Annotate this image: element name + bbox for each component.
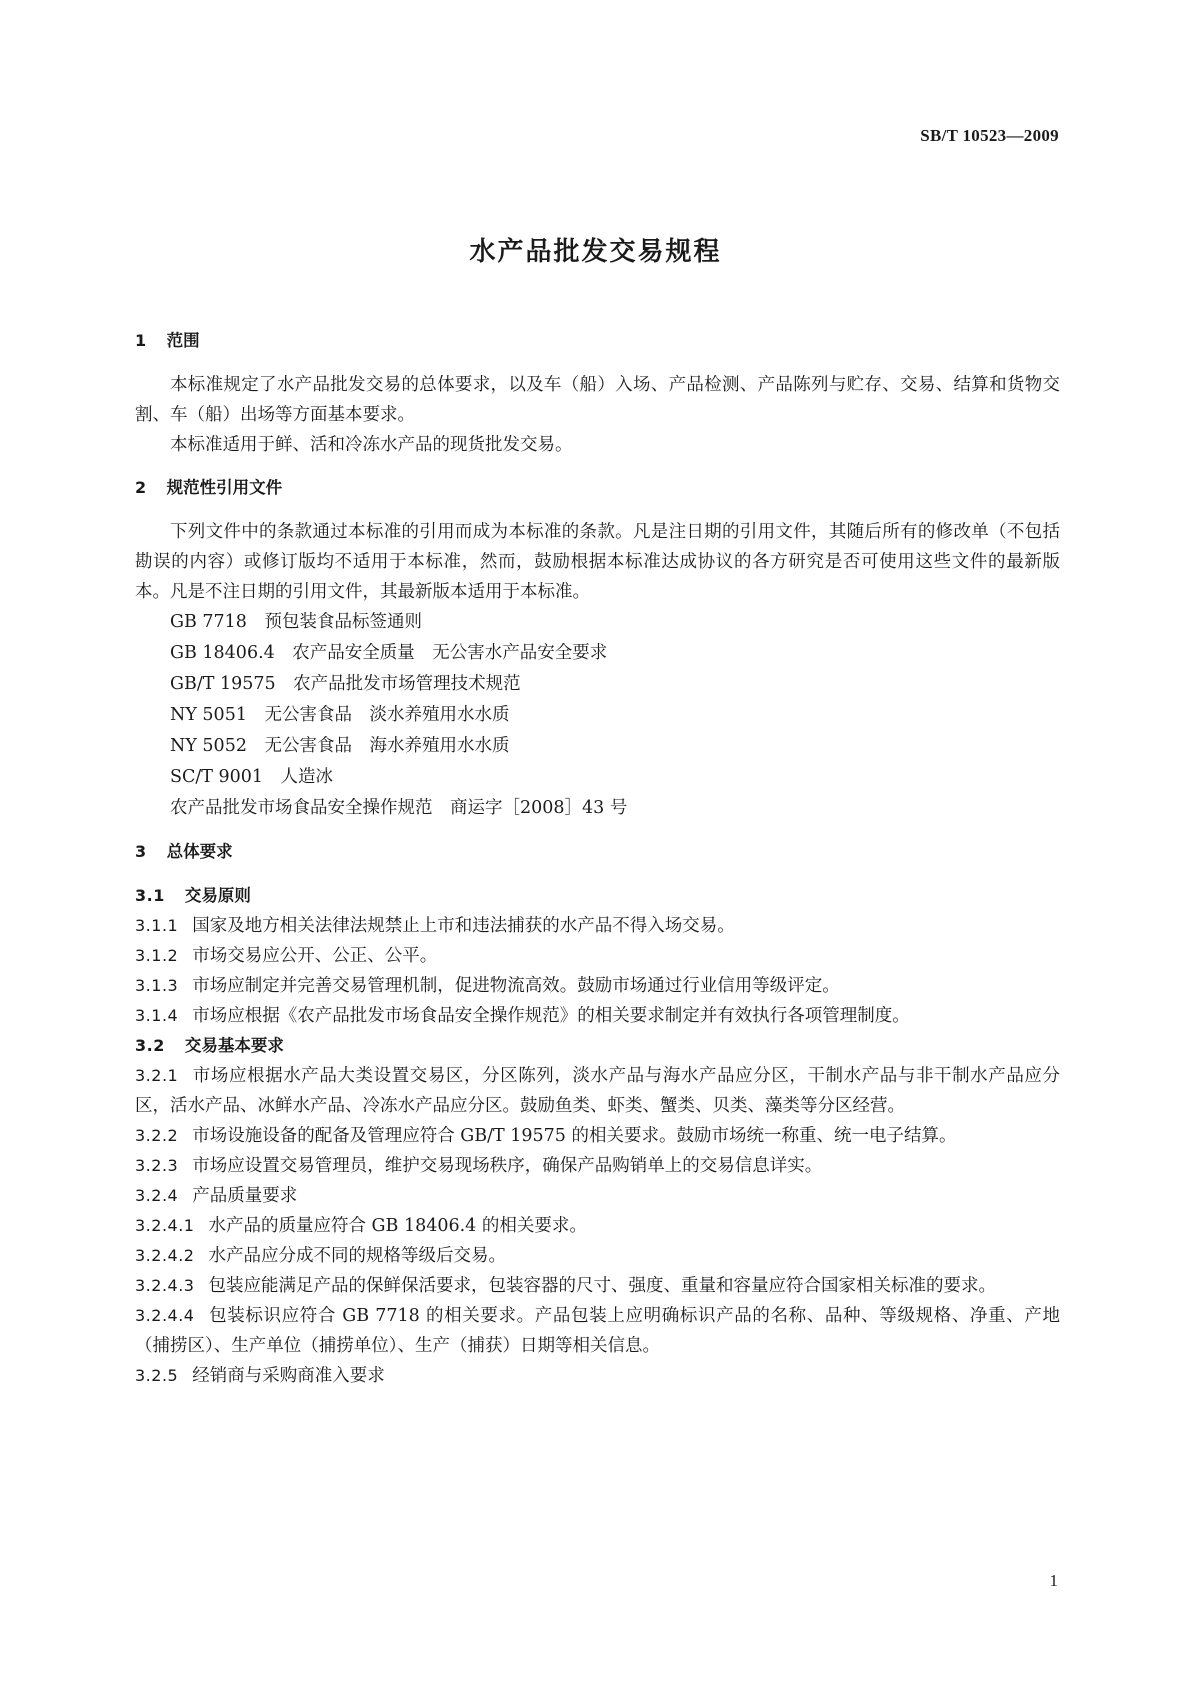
section-number: 1 [135,331,147,350]
reference-item: GB 7718 预包装食品标签通则 [170,612,422,632]
clause [135,1271,1060,1301]
subsection-title: 交易原则 [184,886,251,905]
clause [135,1361,1060,1391]
page-number: 1 [1049,1571,1058,1590]
clause-text: 市场应根据水产品大类设置交易区，分区陈列，淡水产品与海水产品应分区，干制水产品与非干制水产品应分区，活水产品、冰鲜水产品、冷冻水产品应分区。鼓励鱼类、虾类、蟹类、贝类、藻类等分区经营。 [135,1066,1060,1116]
reference-item: SC/T 9001 人造冰 [170,767,334,787]
clause-number: 3.2.5 [135,1366,179,1385]
clause [135,1151,1060,1181]
section-number: 3 [135,842,147,861]
subsection-heading [135,1031,1060,1061]
clause-number: 3.2.2 [135,1126,179,1145]
clause-number: 3.2.1 [135,1066,179,1085]
clause [135,1211,1060,1241]
paragraph: 本标准适用于鲜、活和冷冻水产品的现货批发交易。 [170,435,573,455]
standard-number: SB/T 10523—2009 [920,126,1059,145]
clause-number: 3.2.4.2 [135,1246,195,1265]
subsection-title: 交易基本要求 [184,1036,284,1055]
clause-number: 3.2.4.4 [135,1306,195,1325]
clause [135,941,1060,971]
clause-number: 3.1.2 [135,946,179,965]
clause-number: 3.1.3 [135,976,179,995]
clause-text: 市场应制定并完善交易管理机制，促进物流高效。鼓励市场通过行业信用等级评定。 [192,976,840,996]
clause [135,1301,1060,1361]
clause-text: 市场应根据《农产品批发市场食品安全操作规范》的相关要求制定并有效执行各项管理制度。 [192,1006,910,1026]
clause [135,1241,1060,1271]
paragraph: 本标准规定了水产品批发交易的总体要求，以及车（船）入场、产品检测、产品陈列与贮存、交易、结算和货物交割、车（船）出场等方面基本要求。 [135,375,1060,425]
subsection-heading [135,881,1060,911]
clause-text: 包装标识应符合 GB 7718 的相关要求。产品包装上应明确标识产品的名称、品种、等级规格、净重、产地（捕捞区）、生产单位（捕捞单位）、生产（捕获）日期等相关信息。 [135,1306,1060,1356]
document-title: 水产品批发交易规程 [469,237,722,267]
clause [135,971,1060,1001]
clause-text: 市场设施设备的配备及管理应符合 GB/T 19575 的相关要求。鼓励市场统一称重、统一电子结算。 [192,1126,957,1146]
section-heading-general-requirements [135,837,1060,867]
clause [135,911,1060,941]
clause-text: 包装应能满足产品的保鲜保活要求，包装容器的尺寸、强度、重量和容量应符合国家相关标准的要求。 [208,1276,996,1296]
clause [135,1181,1060,1211]
subsection-number: 3.2 [135,1036,165,1055]
clause-text: 产品质量要求 [192,1186,298,1206]
clause-text: 市场交易应公开、公正、公平。 [192,946,438,966]
paragraph: 下列文件中的条款通过本标准的引用而成为本标准的条款。凡是注日期的引用文件，其随后所有的修改单（不包括勘误的内容）或修订版均不适用于本标准，然而，鼓励根据本标准达成协议的各方研究是否可使用这些文件的最新版本。凡是不注日期的引用文件，其最新版本适用于本标准。 [135,522,1060,602]
clause-text: 国家及地方相关法律法规禁止上市和违法捕获的水产品不得入场交易。 [192,916,735,936]
clause [135,1061,1060,1121]
section-heading-scope [135,326,1060,356]
clause-number: 3.2.4.3 [135,1276,195,1295]
section-number: 2 [135,478,147,497]
section-heading-normative-references [135,473,1060,503]
clause-number: 3.2.3 [135,1156,179,1175]
reference-item: NY 5051 无公害食品 淡水养殖用水水质 [170,705,510,725]
clause-text: 市场应设置交易管理员，维护交易现场秩序，确保产品购销单上的交易信息详实。 [192,1156,823,1176]
clause-text: 经销商与采购商准入要求 [192,1366,385,1386]
clause-number: 3.1.4 [135,1006,179,1025]
clause-number: 3.2.4 [135,1186,179,1205]
clause [135,1001,1060,1031]
subsection-number: 3.1 [135,886,165,905]
clause-number: 3.2.4.1 [135,1216,195,1235]
section-title: 范围 [166,331,200,350]
reference-item: NY 5052 无公害食品 海水养殖用水水质 [170,736,510,756]
reference-item: 农产品批发市场食品安全操作规范 商运字［2008］43 号 [170,798,628,818]
clause-text: 水产品应分成不同的规格等级后交易。 [208,1246,506,1266]
clause-text: 水产品的质量应符合 GB 18406.4 的相关要求。 [208,1216,587,1236]
section-title: 总体要求 [166,842,233,861]
document-body [135,326,1060,1391]
clause-number: 3.1.1 [135,916,179,935]
reference-item: GB 18406.4 农产品安全质量 无公害水产品安全要求 [170,643,608,663]
reference-item: GB/T 19575 农产品批发市场管理技术规范 [170,674,521,694]
clause [135,1121,1060,1151]
section-title: 规范性引用文件 [166,478,283,497]
